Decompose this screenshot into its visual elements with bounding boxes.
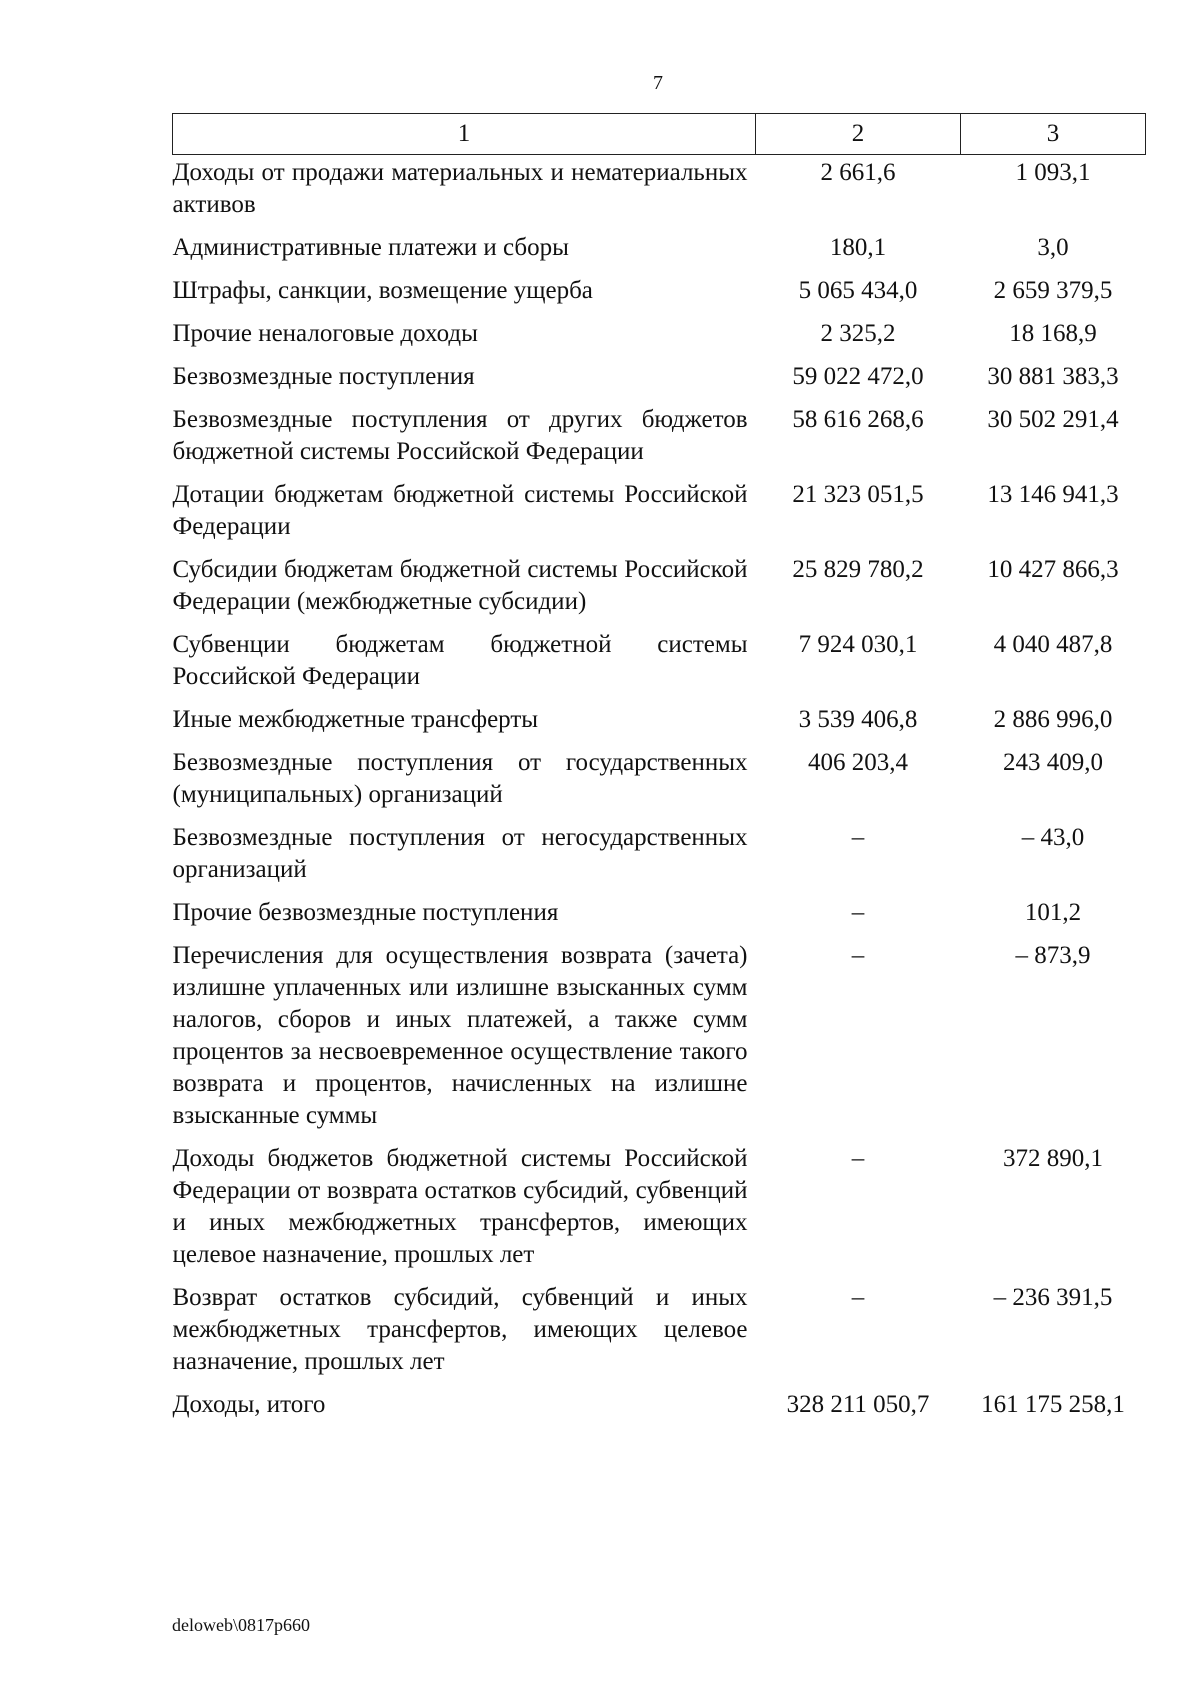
row-value-col3: 372 890,1 bbox=[1003, 1145, 1103, 1172]
table-row bbox=[173, 155, 1146, 228]
table-row bbox=[173, 817, 1146, 892]
row-label: Возврат остатков субсидий, субвенций и иных межбюджетных трансфертов, имеющих целевое назначение, прошлых лет bbox=[172, 1284, 748, 1375]
row-label: Иные межбюджетные трансферты bbox=[172, 706, 539, 733]
row-value-col3: 101,2 bbox=[1024, 899, 1082, 926]
row-label: Субсидии бюджетам бюджетной системы Российской Федерации (межбюджетные субсидии) bbox=[172, 556, 748, 615]
row-value-col3: 18 168,9 bbox=[1009, 320, 1097, 347]
row-value-col2: 2 325,2 bbox=[820, 320, 896, 347]
row-value-col2: – bbox=[851, 899, 865, 926]
row-label: Безвозмездные поступления от государственных (муниципальных) организаций bbox=[172, 749, 748, 808]
table-row bbox=[173, 1277, 1146, 1384]
row-value-col2: 2 661,6 bbox=[820, 159, 896, 186]
page-number: 7 bbox=[653, 72, 663, 94]
table-row bbox=[173, 474, 1146, 549]
table-row bbox=[173, 935, 1146, 1138]
header-row bbox=[173, 114, 1146, 155]
row-value-col2: 180,1 bbox=[829, 234, 887, 261]
row-label: Перечисления для осуществления возврата (зачета) излишне уплаченных или излишне взысканных сумм налогов, сборов и иных платежей, а также сумм процентов за несвоевременное осуществление такого возврата и процентов, начисленных на излишне взысканные суммы bbox=[172, 942, 748, 1129]
row-value-col2: – bbox=[851, 1284, 865, 1311]
row-label: Безвозмездные поступления от негосударственных организаций bbox=[172, 824, 748, 883]
income-table bbox=[172, 113, 1146, 1427]
row-label: Штрафы, санкции, возмещение ущерба bbox=[172, 277, 593, 304]
row-value-col3: 13 146 941,3 bbox=[987, 481, 1119, 508]
header-col-2: 2 bbox=[756, 114, 961, 155]
row-label: Доходы от продажи материальных и нематериальных активов bbox=[172, 159, 748, 218]
table-row bbox=[173, 356, 1146, 399]
row-value-col2: – bbox=[851, 824, 865, 851]
row-value-col3: 1 093,1 bbox=[1015, 159, 1091, 186]
row-label: Прочие неналоговые доходы bbox=[172, 320, 478, 347]
row-value-col2: 59 022 472,0 bbox=[792, 363, 924, 390]
table-row bbox=[173, 1384, 1146, 1427]
row-value-col2: 58 616 268,6 bbox=[792, 406, 924, 433]
row-value-col2: 5 065 434,0 bbox=[798, 277, 918, 304]
row-value-col3: – 873,9 bbox=[1015, 942, 1091, 969]
row-value-col3: 30 502 291,4 bbox=[987, 406, 1119, 433]
row-value-col2: 406 203,4 bbox=[808, 749, 908, 776]
table-row bbox=[173, 270, 1146, 313]
row-value-col2: 7 924 030,1 bbox=[798, 631, 918, 658]
row-value-col3: 30 881 383,3 bbox=[987, 363, 1119, 390]
row-value-col3: 3,0 bbox=[1037, 234, 1069, 261]
row-value-col2: 25 829 780,2 bbox=[792, 556, 924, 583]
table-row bbox=[173, 892, 1146, 935]
row-label: Доходы бюджетов бюджетной системы Российской Федерации от возврата остатков субсидий, субвенций и иных межбюджетных трансфертов, имеющих целевое назначение, прошлых лет bbox=[172, 1145, 748, 1268]
income-table-wrapper bbox=[172, 113, 1145, 1427]
row-label: Дотации бюджетам бюджетной системы Российской Федерации bbox=[172, 481, 748, 540]
table-header bbox=[173, 114, 1146, 155]
row-value-col2: 328 211 050,7 bbox=[786, 1391, 930, 1418]
table-body bbox=[173, 155, 1146, 1428]
table-row bbox=[173, 624, 1146, 699]
table-row bbox=[173, 313, 1146, 356]
row-label: Субвенции бюджетам бюджетной системы Российской Федерации bbox=[172, 631, 748, 690]
row-label: Безвозмездные поступления bbox=[172, 363, 475, 390]
header-col-3: 3 bbox=[961, 114, 1146, 155]
row-value-col3: 243 409,0 bbox=[1003, 749, 1103, 776]
row-value-col2: – bbox=[851, 942, 865, 969]
row-label: Безвозмездные поступления от других бюджетов бюджетной системы Российской Федерации bbox=[172, 406, 748, 465]
row-label: Доходы, итого bbox=[172, 1391, 326, 1418]
row-label: Прочие безвозмездные поступления bbox=[172, 899, 559, 926]
table-row bbox=[173, 399, 1146, 474]
row-value-col3: 4 040 487,8 bbox=[993, 631, 1113, 658]
row-value-col3: – 236 391,5 bbox=[993, 1284, 1113, 1311]
row-value-col3: – 43,0 bbox=[1021, 824, 1085, 851]
table-row bbox=[173, 549, 1146, 624]
table-row bbox=[173, 699, 1146, 742]
table-row bbox=[173, 227, 1146, 270]
row-label: Административные платежи и сборы bbox=[172, 234, 569, 261]
footer-reference: deloweb\0817p660 bbox=[172, 1615, 310, 1635]
row-value-col3: 161 175 258,1 bbox=[981, 1391, 1125, 1418]
header-col-1: 1 bbox=[173, 114, 756, 155]
table-row bbox=[173, 742, 1146, 817]
row-value-col2: – bbox=[851, 1145, 865, 1172]
row-value-col3: 10 427 866,3 bbox=[987, 556, 1119, 583]
table-row bbox=[173, 1138, 1146, 1277]
row-value-col3: 2 659 379,5 bbox=[993, 277, 1113, 304]
row-value-col2: 21 323 051,5 bbox=[792, 481, 924, 508]
row-value-col2: 3 539 406,8 bbox=[798, 706, 918, 733]
row-value-col3: 2 886 996,0 bbox=[993, 706, 1113, 733]
